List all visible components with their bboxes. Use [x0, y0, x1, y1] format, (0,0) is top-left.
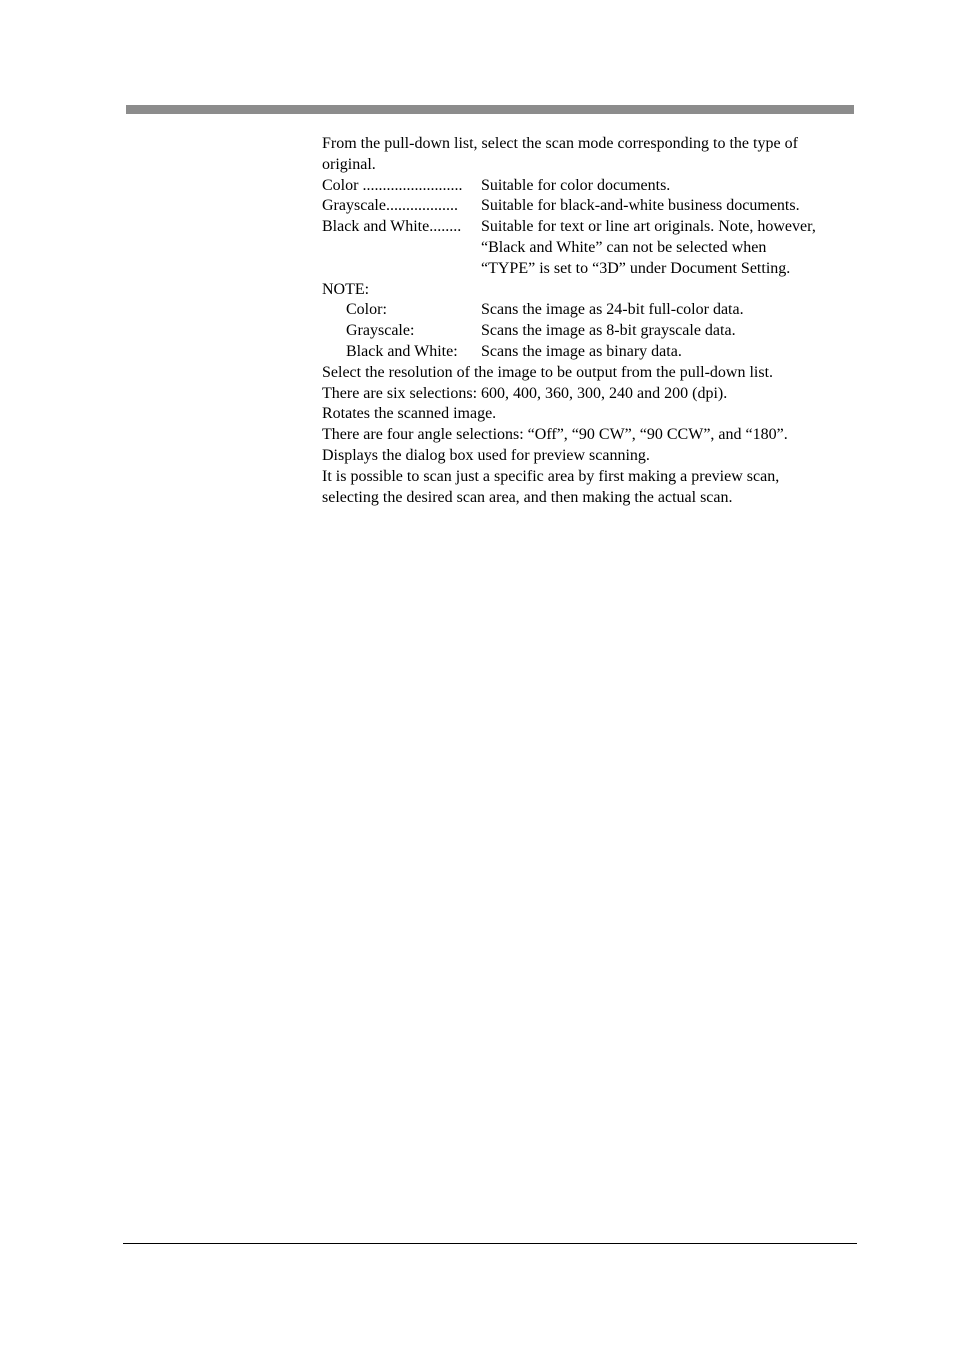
page-content — [322, 134, 862, 508]
definition-desc — [481, 176, 862, 197]
scan-mode-intro-line-1: From the pull-down list, select the scan mode corresponding to the type of — [322, 135, 798, 152]
definition-term: Color ......................... — [322, 176, 463, 194]
preview-line-3: selecting the desired scan area, and then making the actual scan. — [322, 488, 733, 506]
definition-term: Grayscale.................. — [322, 197, 458, 215]
resolution-line-1: Select the resolution of the image to be output from the pull-down list. — [322, 363, 774, 381]
definition-desc-line: “TYPE” is set to “3D” under Document Setting. — [481, 259, 791, 277]
scan-mode-intro-line-2: original. — [322, 155, 376, 173]
header-bar — [126, 105, 854, 114]
note-term: Black and White: — [346, 342, 458, 360]
rotation-line-2: There are four angle selections: “Off”, “90 CW”, “90 CCW”, and “180”. — [322, 426, 788, 444]
note-desc: Scans the image as binary data. — [481, 342, 682, 360]
note-desc: Scans the image as 24-bit full-color data. — [481, 301, 744, 319]
preview-line-1: Displays the dialog box used for preview scanning. — [322, 446, 650, 464]
definition-desc-line: Suitable for text or line art originals. Note, however, — [481, 218, 816, 236]
note-color — [322, 300, 862, 321]
definition-color — [322, 176, 862, 197]
note-black-and-white — [322, 342, 862, 363]
definition-desc — [481, 217, 862, 279]
footer-rule — [123, 1243, 857, 1244]
definition-desc-line: “Black and White” can not be selected when — [481, 238, 767, 256]
definition-desc-line: Suitable for color documents. — [481, 176, 671, 194]
note-desc: Scans the image as 8-bit grayscale data. — [481, 322, 736, 340]
note-grayscale — [322, 321, 862, 342]
definition-term: Black and White........ — [322, 218, 462, 236]
rotation-line-1: Rotates the scanned image. — [322, 405, 497, 423]
definition-desc-line: Suitable for black-and-white business documents. — [481, 197, 800, 215]
note-heading: NOTE: — [322, 280, 370, 298]
preview-line-2: It is possible to scan just a specific area by first making a preview scan, — [322, 467, 780, 485]
definition-black-and-white — [322, 217, 862, 279]
definition-grayscale — [322, 196, 862, 217]
definition-desc — [481, 196, 862, 217]
note-term: Color: — [346, 301, 387, 319]
note-term: Grayscale: — [346, 322, 415, 340]
resolution-line-2: There are six selections: 600, 400, 360, 300, 240 and 200 (dpi). — [322, 384, 728, 402]
